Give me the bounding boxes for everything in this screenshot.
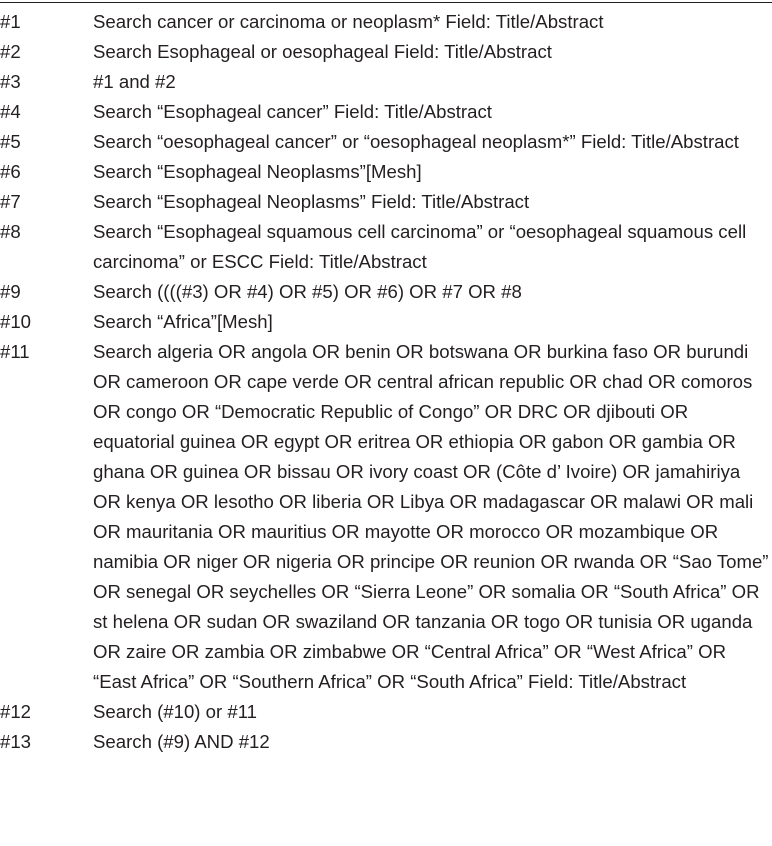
- step-number: #2: [0, 41, 21, 62]
- table-row: [0, 7, 772, 37]
- step-number: #13: [0, 731, 32, 752]
- step-query: #1 and #2: [93, 71, 176, 92]
- step-query: Search “Esophageal Neoplasms”[Mesh]: [93, 161, 422, 182]
- step-number: #8: [0, 221, 21, 242]
- step-query: Search Esophageal or oesophageal Field: Title/Abstract: [93, 41, 552, 62]
- table-row: [0, 697, 772, 727]
- table-row: [0, 217, 772, 277]
- table-row: [0, 37, 772, 67]
- step-number: #6: [0, 161, 21, 182]
- step-number: #10: [0, 311, 32, 332]
- step-number: #3: [0, 71, 21, 92]
- table-row: [0, 97, 772, 127]
- table-row: [0, 187, 772, 217]
- table-top-rule: [0, 2, 772, 3]
- step-query: Search “oesophageal cancer” or “oesophageal neoplasm*” Field: Title/Abstract: [93, 131, 739, 152]
- table-row: [0, 67, 772, 97]
- step-query: Search cancer or carcinoma or neoplasm* Field: Title/Abstract: [93, 11, 604, 32]
- step-query: Search ((((#3) OR #4) OR #5) OR #6) OR #7 OR #8: [93, 281, 522, 302]
- step-number: #11: [0, 341, 30, 362]
- table-row: [0, 277, 772, 307]
- search-strategy-table: [0, 7, 772, 757]
- step-number: #5: [0, 131, 21, 152]
- table-row: [0, 727, 772, 757]
- step-number: #7: [0, 191, 21, 212]
- table-row: [0, 127, 772, 157]
- step-query: Search “Africa”[Mesh]: [93, 311, 273, 332]
- table-row: [0, 157, 772, 187]
- step-number: #9: [0, 281, 21, 302]
- table-row: [0, 337, 772, 697]
- step-query: Search “Esophageal Neoplasms” Field: Title/Abstract: [93, 191, 530, 212]
- step-number: #1: [0, 11, 21, 32]
- step-query: Search “Esophageal squamous cell carcinoma” or “oesophageal squamous cell carcinoma” or ESCC Field: Title/Abstract: [93, 221, 747, 272]
- step-query: Search (#10) or #11: [93, 701, 257, 722]
- step-query: Search (#9) AND #12: [93, 731, 270, 752]
- step-number: #4: [0, 101, 21, 122]
- table-row: [0, 307, 772, 337]
- step-query: Search algeria OR angola OR benin OR botswana OR burkina faso OR burundi OR cameroon OR cape verde OR central african republic OR chad OR comoros OR congo OR “Democratic Republic of Congo” OR DRC OR djibouti OR equatorial guinea OR egypt OR eritrea OR ethiopia OR gabon OR gambia OR ghana OR guinea OR bissau OR ivory coast OR (Côte d’ Ivoire) OR jamahiriya OR kenya OR lesotho OR liberia OR Libya OR madagascar OR malawi OR mali OR mauritania OR mauritius OR mayotte OR morocco OR mozambique OR namibia OR niger OR nigeria OR principe OR reunion OR rwanda OR “Sao Tome” OR senegal OR seychelles OR “Sierra Leone” OR somalia OR “South Africa” OR st helena OR sudan OR swaziland OR tanzania OR togo OR tunisia OR uganda OR zaire OR zambia OR zimbabwe OR “Central Africa” OR “West Africa” OR “East Africa” OR “Southern Africa” OR “South Africa” Field: Title/Abstract: [93, 341, 769, 692]
- step-number: #12: [0, 701, 32, 722]
- step-query: Search “Esophageal cancer” Field: Title/Abstract: [93, 101, 492, 122]
